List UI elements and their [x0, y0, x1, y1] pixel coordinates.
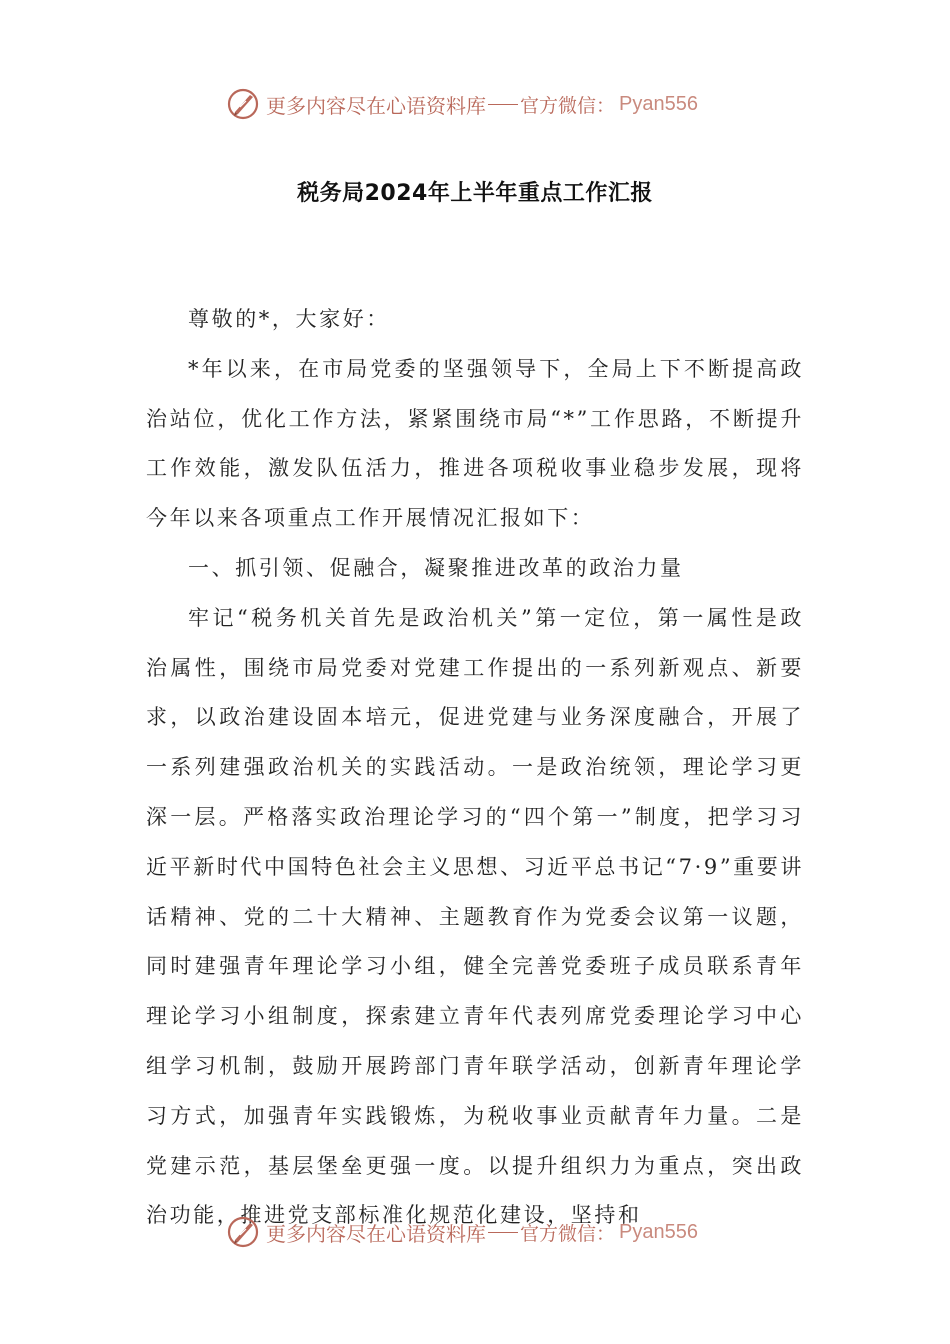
banner-separator: [488, 1232, 518, 1233]
document-body: [146, 295, 804, 1241]
quill-logo-icon: [226, 87, 260, 121]
banner-wechat-id: Pyan556: [619, 92, 698, 115]
banner-wechat-id: Pyan556: [619, 1220, 698, 1243]
banner-text: 更多内容尽在心语资料库: [266, 1221, 486, 1246]
quill-logo-icon: [226, 1215, 260, 1249]
paragraph-body: 牢记“税务机关首先是政治机关”第一定位，第一属性是政治属性，围绕市局党委对党建工作提出的一系列新观点、新要求，以政治建设固本培元，促进党建与业务深度融合，开展了一系列建强政治机关的实践活动。一是政治统领，理论学习更深一层。严格落实政治理论学习的“四个第一”制度，把学习习近平新时代中国特色社会主义思想、习近平总书记“7·9”重要讲话精神、党的二十大精神、主题教育作为党委会议第一议题，同时建强青年理论学习小组，健全完善党委班子成员联系青年理论学习小组制度，探索建立青年代表列席党委理论学习中心组学习机制，鼓励开展跨部门青年联学活动，创新青年理论学习方式，加强青年实践锻炼，为税收事业贡献青年力量。二是党建示范，基层堡垒更强一度。以提升组织力为重点，突出政治功能，推进党支部标准化规范化建设，坚持和: [146, 605, 804, 1228]
banner-text: 更多内容尽在心语资料库: [266, 93, 486, 118]
banner-wechat-label: 官方微信：: [520, 1222, 616, 1245]
section-heading: 一、抓引领、促融合，凝聚推进改革的政治力量: [188, 555, 684, 580]
banner-wechat-label: 官方微信：: [520, 94, 616, 117]
greeting: 尊敬的*，大家好：: [188, 307, 390, 331]
header-banner: [226, 84, 726, 124]
footer-banner: [226, 1212, 726, 1252]
paragraph-intro: *年以来，在市局党委的坚强领导下，全局上下不断提高政治站位，优化工作方法，紧紧围绕市局“*”工作思路，不断提升工作效能，激发队伍活力，推进各项税收事业稳步发展，现将今年以来各项重点工作开展情况汇报如下：: [146, 356, 804, 531]
banner-separator: [488, 104, 518, 105]
document-title: 税务局2024年上半年重点工作汇报: [297, 181, 653, 206]
